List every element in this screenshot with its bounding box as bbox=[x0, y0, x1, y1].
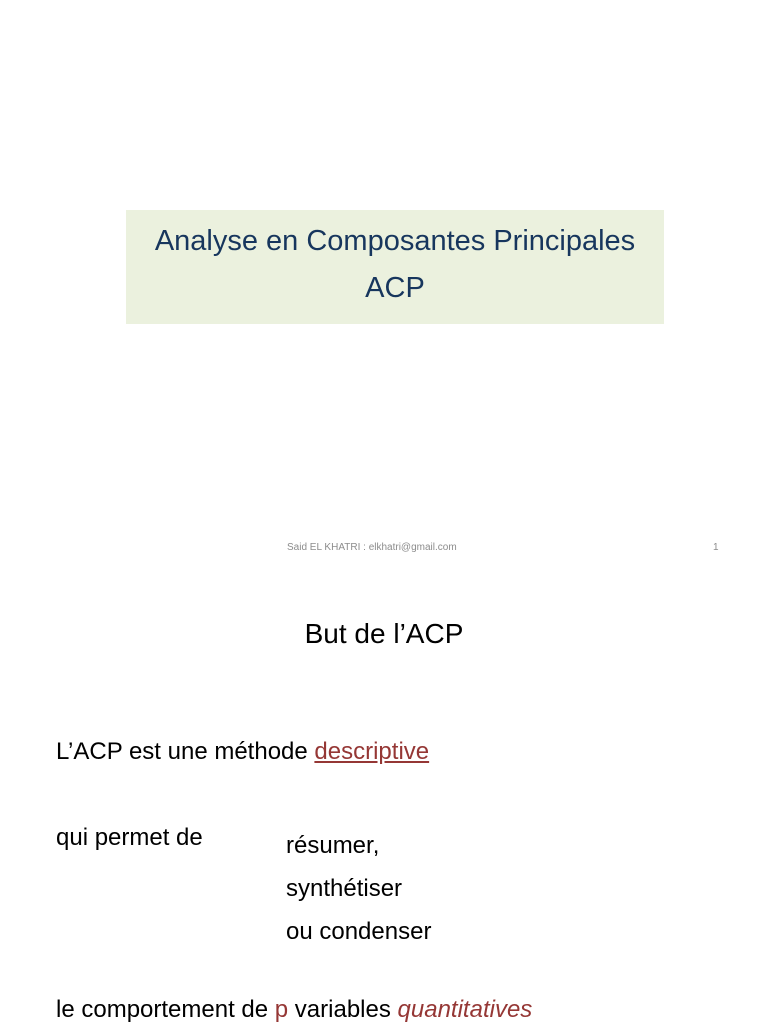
slide-title: But de l’ACP bbox=[304, 618, 464, 649]
verb-item: résumer, bbox=[286, 832, 380, 859]
descriptive-keyword: descriptive bbox=[314, 738, 430, 765]
definition-prefix: L’ACP est une méthode bbox=[56, 738, 315, 765]
behavior-prefix: le comportement de bbox=[56, 996, 275, 1023]
verb-list bbox=[286, 824, 431, 953]
slide-footer: Said EL KHATRI : elkhatri@gmail.com bbox=[287, 542, 457, 553]
title-line-2: ACP bbox=[365, 272, 425, 304]
behavior-middle: variables bbox=[288, 996, 398, 1023]
verb-item: ou condenser bbox=[286, 918, 432, 945]
purpose-label: qui permet de bbox=[56, 824, 203, 851]
title-box bbox=[126, 210, 664, 324]
title-line-1: Analyse en Composantes Principales bbox=[154, 225, 636, 257]
definition-line bbox=[56, 738, 429, 766]
p-variable: p bbox=[274, 996, 289, 1023]
verb-item: synthétiser bbox=[286, 875, 403, 902]
quantitative-keyword: quantitatives bbox=[397, 996, 533, 1023]
page-number: 1 bbox=[713, 542, 719, 553]
behavior-line bbox=[56, 996, 532, 1024]
slide-2 bbox=[0, 576, 768, 1024]
